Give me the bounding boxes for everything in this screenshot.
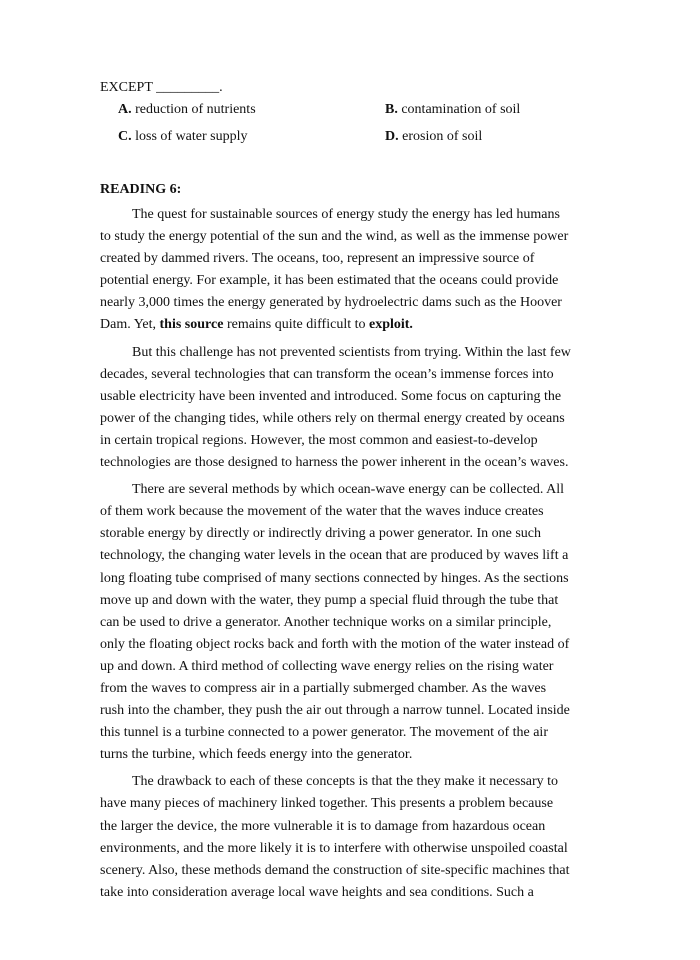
- bold-phrase-this-source: this source: [159, 317, 224, 333]
- paragraph-line-last: [100, 314, 614, 336]
- paragraph-line: take into consideration average local wave heights and sea conditions. Such a: [100, 884, 534, 900]
- option-c[interactable]: [118, 127, 248, 147]
- question-stem-tail: EXCEPT _________.: [100, 80, 223, 95]
- paragraph-line: this tunnel is a turbine connected to a power generator. The movement of the air: [100, 725, 548, 741]
- paragraph-line: The quest for sustainable sources of energy study the energy has led humans: [132, 207, 560, 222]
- paragraph-line: But this challenge has not prevented scientists from trying. Within the last few: [132, 344, 571, 360]
- paragraph-line: The drawback to each of these concepts is that the they make it necessary to: [132, 774, 559, 790]
- text-run: Dam. Yet,: [100, 317, 160, 333]
- paragraph-line: of them work because the movement of the water that the waves induce creates: [100, 504, 544, 520]
- paragraph-line: move up and down with the water, they pump a special fluid through the tube that: [100, 592, 559, 608]
- paragraph-line: the larger the device, the more vulnerable it is to damage from hazardous ocean: [100, 818, 546, 834]
- bold-word-exploit: exploit.: [368, 317, 413, 333]
- paragraph-4: [100, 771, 614, 904]
- option-c-letter: C.: [118, 129, 132, 144]
- option-b-letter: B.: [385, 102, 398, 117]
- option-d-letter: D.: [385, 129, 399, 144]
- paragraph-line: technology, the changing water levels in the ocean that are produced by waves lift a: [100, 548, 569, 564]
- paragraph-line: have many pieces of machinery linked together. This presents a problem because: [100, 796, 554, 812]
- paragraph-line: from the waves to compress air in a partially submerged chamber. As the waves: [100, 680, 547, 696]
- paragraph-line: only the floating object rocks back and forth with the motion of the water instead of: [100, 636, 570, 652]
- paragraph-line: nearly 3,000 times the energy generated by hydroelectric dams such as the Hoover: [100, 295, 562, 311]
- paragraph-line: created by dammed rivers. The oceans, too, represent an impressive source of: [100, 251, 535, 267]
- paragraph-line: up and down. A third method of collecting wave energy relies on the rising water: [100, 658, 554, 674]
- option-a-letter: A.: [118, 102, 132, 117]
- paragraph-line: long floating tube comprised of many sections connected by hinges. As the sections: [100, 570, 569, 586]
- option-a-text: reduction of nutrients: [131, 102, 256, 117]
- option-c-text: loss of water supply: [131, 129, 248, 144]
- paragraph-line: environments, and the more likely it is to interfere with otherwise unspoiled coastal: [100, 840, 568, 856]
- paragraph-line: in certain tropical regions. However, the most common and easiest-to-develop: [100, 432, 538, 448]
- option-b-text: contamination of soil: [397, 102, 521, 117]
- paragraph-line: potential energy. For example, it has been estimated that the oceans could provide: [100, 273, 559, 289]
- paragraph-line: technologies are those designed to harness the power inherent in the ocean’s waves.: [100, 455, 569, 471]
- paragraph-line: storable energy by directly or indirectly driving a power generator. In one such: [100, 526, 541, 542]
- option-a[interactable]: [118, 100, 256, 120]
- option-d[interactable]: [385, 127, 482, 147]
- paragraph-2: [100, 342, 614, 475]
- option-b[interactable]: [385, 100, 520, 120]
- paragraph-line: There are several methods by which ocean-wave energy can be collected. All: [132, 482, 564, 498]
- paragraph-3: [100, 479, 614, 766]
- paragraph-line: usable electricity have been invented and introduced. Some focus on capturing the: [100, 388, 562, 404]
- paragraph-line: can be used to drive a generator. Another technique works on a similar principle,: [100, 614, 552, 630]
- text-run: remains quite difficult to: [223, 317, 369, 333]
- reading-title: READING 6:: [100, 182, 182, 197]
- paragraph-line: to study the energy potential of the sun and the wind, as well as the immense power: [100, 229, 569, 245]
- paragraph-line: scenery. Also, these methods demand the construction of site-specific machines that: [100, 862, 570, 878]
- paragraph-line: decades, several technologies that can transform the ocean’s immense forces into: [100, 366, 554, 382]
- paragraph-line: rush into the chamber, they push the air out through a narrow tunnel. Located inside: [100, 703, 570, 719]
- reading-body: [100, 204, 614, 909]
- option-d-text: erosion of soil: [398, 129, 483, 144]
- paragraph-line: turns the turbine, which feeds energy into the generator.: [100, 747, 413, 763]
- paragraph-line: power of the changing tides, while others rely on thermal energy created by oceans: [100, 410, 565, 426]
- paragraph-1: [100, 204, 614, 337]
